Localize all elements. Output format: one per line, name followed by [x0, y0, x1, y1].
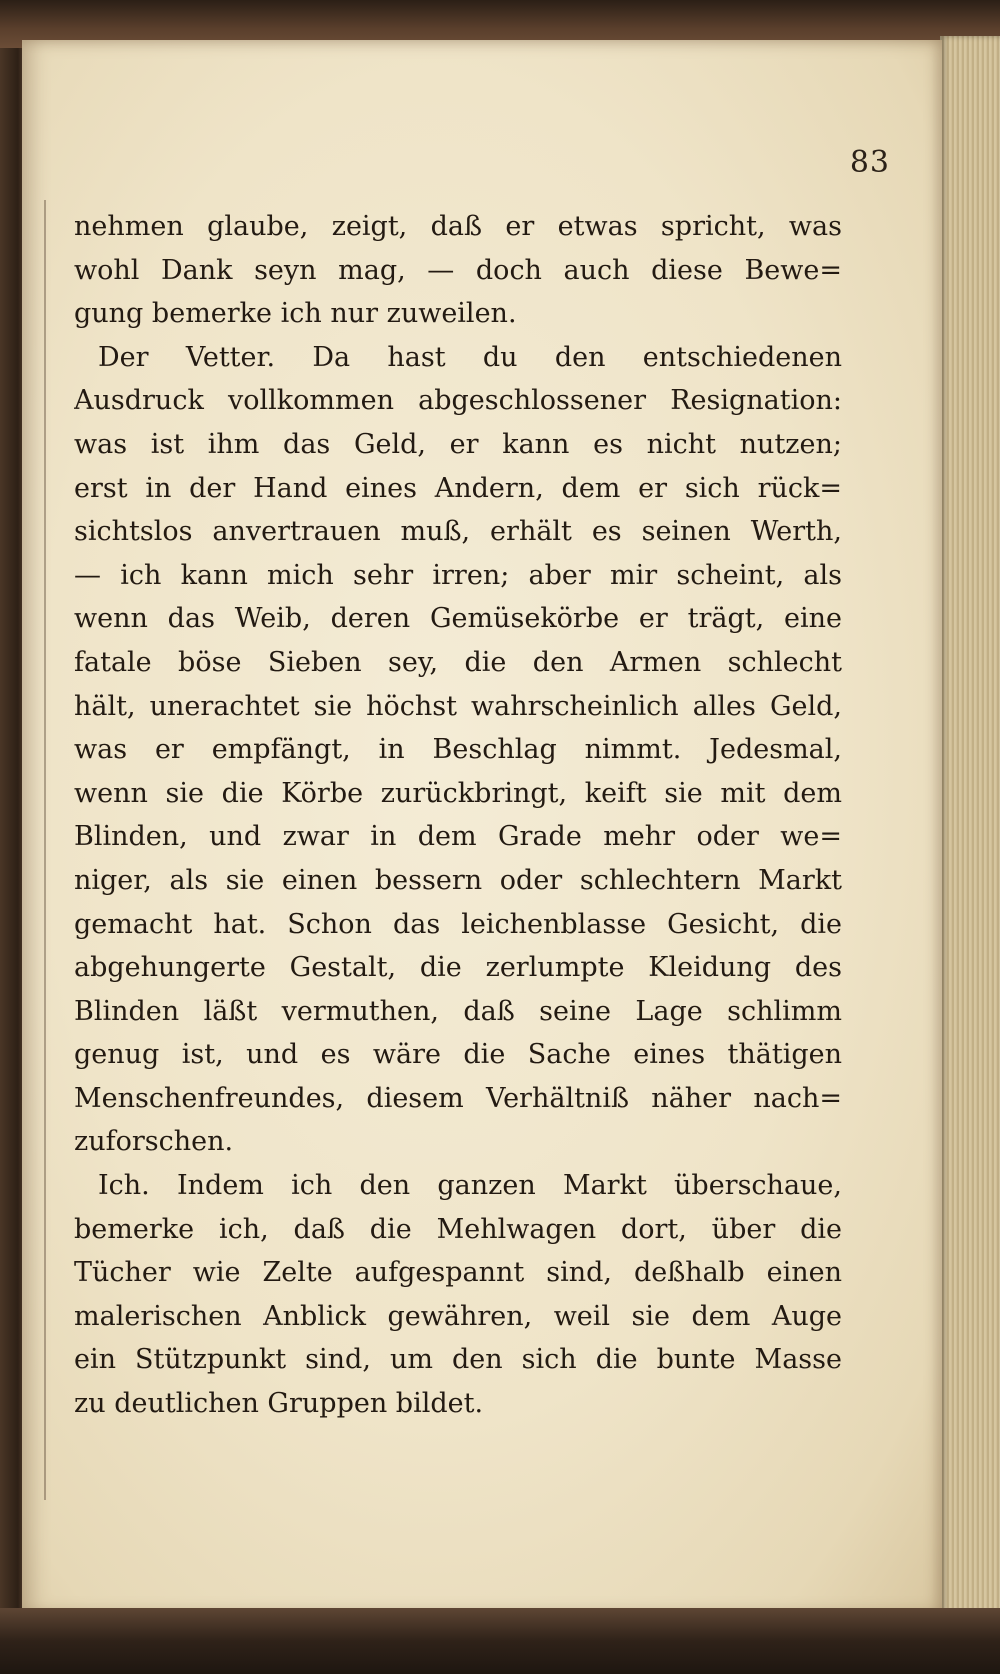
text-line: nehmen glaube, zeigt, daß er etwas spricht, was [74, 211, 842, 242]
page-edges [940, 36, 1000, 1616]
gutter-shadow [44, 200, 46, 1500]
text-line: — ich kann mich sehr irren; aber mir scheint, als [74, 559, 842, 591]
text-line: Ich. Indem ich den ganzen Markt überschaue, [98, 1170, 842, 1202]
text-line: gemacht hat. Schon das leichenblasse Gesicht, die [74, 908, 842, 940]
page-number: 83 [849, 145, 890, 180]
text-line: Blinden, und zwar in dem Grade mehr oder we= [74, 821, 842, 853]
text-line: hält, unerachtet sie höchst wahrscheinlich alles Geld, [74, 690, 842, 722]
text-line: gung bemerke ich nur zuweilen. [74, 298, 517, 330]
text-line: Blinden läßt vermuthen, daß seine Lage schlimm [74, 995, 842, 1027]
text-line: was er empfängt, in Beschlag nimmt. Jedesmal, [74, 734, 842, 766]
text-line: wenn sie die Körbe zurückbringt, keift sie mit dem [74, 777, 842, 809]
text-line: niger, als sie einen bessern oder schlechtern Markt [74, 864, 842, 896]
text-line: wenn das Weib, deren Gemüsekörbe er trägt, eine [74, 603, 842, 635]
text-line: malerischen Anblick gewähren, weil sie dem Auge [74, 1300, 842, 1332]
text-line: fatale böse Sieben sey, die den Armen schlecht [74, 646, 842, 678]
text-line: abgehungerte Gestalt, die zerlumpte Kleidung des [74, 952, 842, 984]
text-line: zu deutlichen Gruppen bildet. [74, 1388, 484, 1420]
text-line: was ist ihm das Geld, er kann es nicht nutzen; [74, 428, 842, 460]
text-line: genug ist, und es wäre die Sache eines thätigen [74, 1039, 842, 1071]
body-text [74, 205, 842, 1426]
text-line: ein Stützpunkt sind, um den sich die bunte Masse [74, 1344, 842, 1376]
text-line: Ausdruck vollkommen abgeschlossener Resignation: [74, 385, 842, 417]
text-line: Menschenfreundes, diesem Verhältniß näher nach= [74, 1082, 842, 1114]
text-line: wohl Dank seyn mag, — doch auch diese Bewe= [74, 254, 842, 286]
text-line: sichtslos anvertrauen muß, erhält es seinen Werth, [74, 516, 842, 548]
text-line: erst in der Hand eines Andern, dem er sich rück= [74, 472, 842, 504]
text-line: zuforschen. [74, 1126, 234, 1158]
book-cover-bottom-edge [0, 1608, 1000, 1674]
text-line: Tücher wie Zelte aufgespannt sind, deßhalb einen [74, 1257, 842, 1289]
text-line: bemerke ich, daß die Mehlwagen dort, über die [74, 1213, 842, 1245]
text-line: Der Vetter. Da hast du den entschiedenen [98, 341, 842, 373]
